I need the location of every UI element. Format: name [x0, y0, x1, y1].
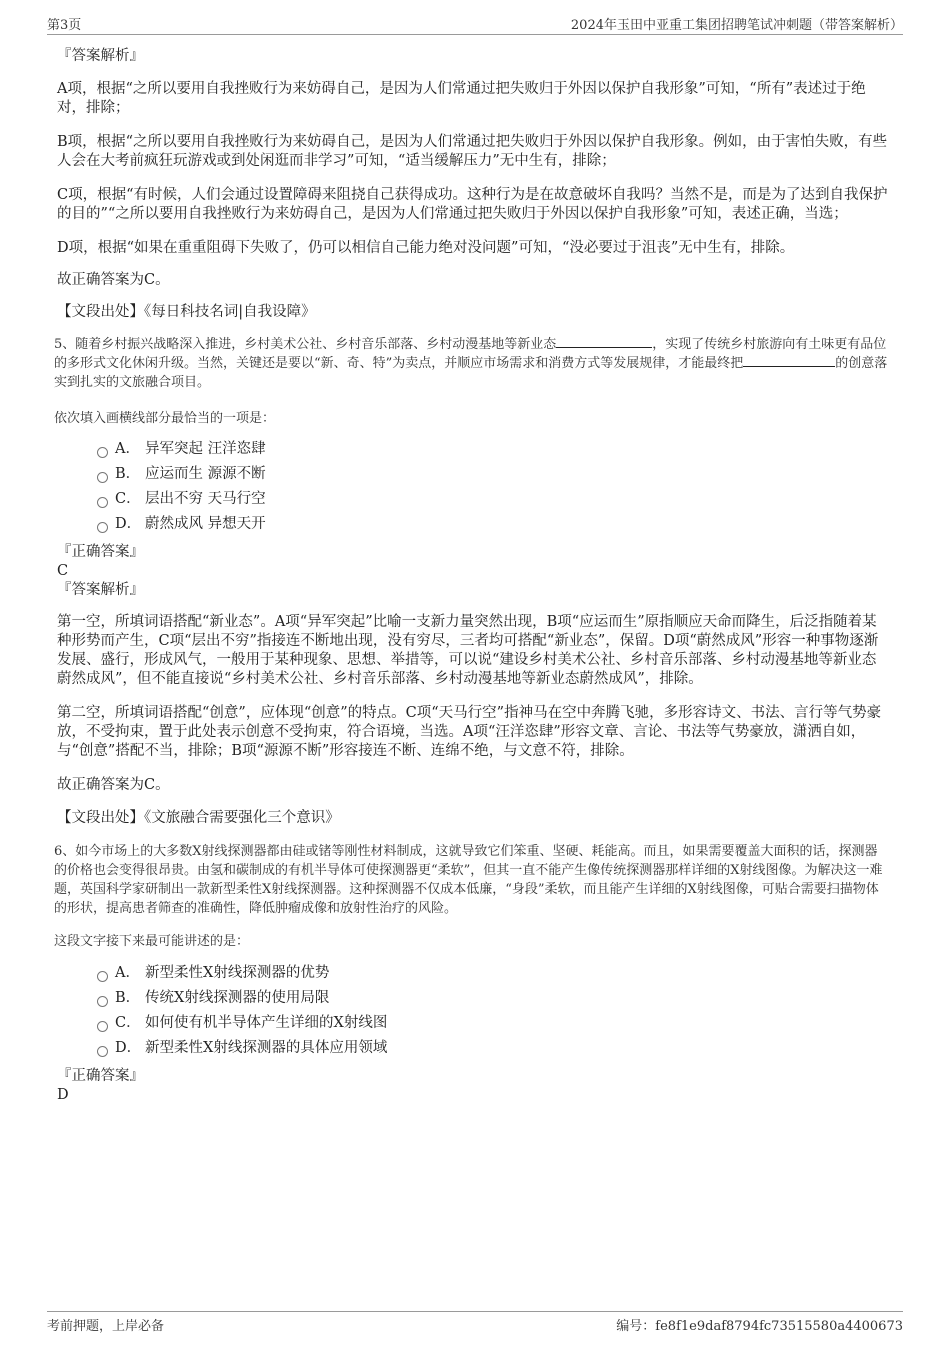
q5-option-c[interactable]	[57, 490, 890, 515]
q5-blank-1[interactable]	[556, 335, 652, 348]
q5-stem-part3: 的创意落实到扎实的文旅融合项目。	[54, 356, 888, 390]
q5-option-d[interactable]	[57, 515, 890, 540]
q5-blank-2[interactable]	[743, 354, 835, 367]
option-letter: A．	[115, 965, 140, 981]
option-letter: C．	[115, 491, 141, 507]
q4-analysis-b: B项，根据“之所以要用自我挫败行为来妨碍自己，是因为人们常通过把失败归于外因以保护自我形象。例如，由于害怕失败，有些人会在大考前疯狂玩游戏或到处闲逛而非学习”可知，“适当缓解压力”无中生有，排除；	[57, 134, 888, 169]
page-footer	[47, 1311, 903, 1334]
option-text: 应运而生 源源不断	[145, 466, 266, 482]
q4-analysis-c: C项，根据“有时候，人们会通过设置障碍来阻挠自己获得成功。这种行为是在故意破坏自我吗？当然不是，而是为了达到自我保护的目的”“之所以要用自我挫败行为来妨碍自己，是因为人们常通过把失败归于外因以保护自我形象”可知，表述正确，当选；	[57, 187, 888, 222]
q6-option-d[interactable]	[57, 1039, 890, 1064]
q6-options	[57, 964, 890, 1064]
content	[54, 47, 890, 1105]
radio-button[interactable]	[97, 497, 108, 508]
q5-prompt: 依次填入画横线部分最恰当的一项是：	[54, 411, 276, 426]
q5-options	[57, 440, 890, 540]
q4-analysis-a: A项，根据“之所以要用自我挫败行为来妨碍自己，是因为人们常通过把失败归于外因以保护自我形象”可知，“所有”表述过于绝对，排除；	[57, 81, 866, 116]
radio-button[interactable]	[97, 522, 108, 533]
q5-stem-part1: 5、随着乡村振兴战略深入推进，乡村美术公社、乡村音乐部落、乡村动漫基地等新业态	[54, 337, 557, 352]
q5-answer: C	[57, 563, 69, 579]
q6-prompt: 这段文字接下来最可能讲述的是：	[54, 934, 250, 949]
radio-button[interactable]	[97, 1046, 108, 1057]
q5-option-b[interactable]	[57, 465, 890, 490]
option-text: 新型柔性X射线探测器的优势	[145, 965, 330, 981]
q5-stem	[54, 335, 890, 392]
q5-analysis-1: 第一空，所填词语搭配“新业态”。A项“异军突起”比喻一支新力量突然出现，B项“应运而生”原指顺应天命而降生，后泛指随着某种形势而产生，C项“层出不穷”指接连不断地出现，没有穷尽，三者均可搭配“新业态”，保留。D项“蔚然成风”形容一种事物逐渐发展、盛行，形成风气，一般用于某种现象、思想、举措等，可以说“建设乡村美术公社、乡村音乐部落、乡村动漫基地等新业态蔚然成风”，但不能直接说“乡村美术公社、乡村音乐部落、乡村动漫基地等新业态蔚然成风”，排除。	[57, 614, 879, 687]
radio-button[interactable]	[97, 971, 108, 982]
q6-answer: D	[57, 1087, 69, 1103]
q5-analysis-2: 第二空，所填词语搭配“创意”，应体现“创意”的特点。C项“天马行空”指神马在空中奔腾飞驰，多形容诗文、书法、言行等气势豪放，不受拘束，置于此处表示创意不受拘束，符合语境，当选。A项“汪洋恣肆”形容文章、言论、书法等气势豪放，潇洒自如，与“创意”搭配不当，排除；B项“源源不断”形容接连不断、连绵不绝，与文意不符，排除。	[57, 705, 882, 759]
document-title: 2024年玉田中亚重工集团招聘笔试冲刺题（带答案解析）	[570, 18, 903, 33]
footer-slogan: 考前押题，上岸必备	[47, 1319, 165, 1334]
q6-answer-title: 『正确答案』	[57, 1068, 144, 1084]
option-text: 层出不穷 天马行空	[145, 491, 266, 507]
q5-source: 【文段出处】《文旅融合需要强化三个意识》	[57, 810, 340, 826]
q4-source: 【文段出处】《每日科技名词|自我设障》	[57, 304, 316, 320]
q6-stem: 6、如今市场上的大多数X射线探测器都由硅或锗等刚性材料制成，这就导致它们笨重、坚硬、耗能高。而且，如果需要覆盖大面积的话，探测器的价格也会变得很昂贵。由氢和碳制成的有机半导体可使探测器更“柔软”，但其一直不能产生像传统探测器那样详细的X射线图像。为解决这一难题，英国科学家研制出一款新型柔性X射线探测器。这种探测器不仅成本低廉，“身段”柔软，而且能产生详细的X射线图像，可贴合需要扫描物体的形状，提高患者筛查的准确性，降低肿瘤成像和放射性治疗的风险。	[54, 844, 883, 916]
option-letter: B．	[115, 466, 141, 482]
radio-button[interactable]	[97, 1021, 108, 1032]
q4-conclusion: 故正确答案为C。	[57, 272, 170, 288]
document-id: 编号：fe8f1e9daf8794fc73515580a4400673	[616, 1319, 903, 1334]
q4-analysis-title: 『答案解析』	[57, 48, 144, 64]
radio-button[interactable]	[97, 447, 108, 458]
option-letter: D．	[115, 516, 142, 532]
option-letter: A．	[115, 441, 140, 457]
q6-option-a[interactable]	[57, 964, 890, 989]
radio-button[interactable]	[97, 472, 108, 483]
option-text: 传统X射线探测器的使用局限	[145, 990, 330, 1006]
option-text: 异军突起 汪洋恣肆	[145, 441, 266, 457]
q5-analysis-title: 『答案解析』	[57, 582, 144, 598]
q5-conclusion: 故正确答案为C。	[57, 777, 170, 793]
q6-option-b[interactable]	[57, 989, 890, 1014]
option-text: 新型柔性X射线探测器的具体应用领域	[145, 1040, 388, 1056]
q6-option-c[interactable]	[57, 1014, 890, 1039]
option-text: 如何使有机半导体产生详细的X射线图	[145, 1015, 388, 1031]
q5-option-a[interactable]	[57, 440, 890, 465]
option-letter: B．	[115, 990, 141, 1006]
option-text: 蔚然成风 异想天开	[145, 516, 266, 532]
q4-analysis-d: D项，根据“如果在重重阻碍下失败了，仍可以相信自己能力绝对没问题”可知，“没必要过于沮丧”无中生有，排除。	[57, 240, 795, 256]
q5-answer-title: 『正确答案』	[57, 544, 144, 560]
page-header	[47, 12, 903, 35]
page-number: 第3页	[47, 18, 82, 33]
option-letter: D．	[115, 1040, 142, 1056]
option-letter: C．	[115, 1015, 141, 1031]
q5-stem-part2: ，实现了传统乡村旅游向有土味更有品位的多形式文化休闲升级。当然，关键还是要以“新、奇、特”为卖点，并顺应市场需求和消费方式等发展规律，才能最终把	[54, 337, 887, 371]
radio-button[interactable]	[97, 996, 108, 1007]
